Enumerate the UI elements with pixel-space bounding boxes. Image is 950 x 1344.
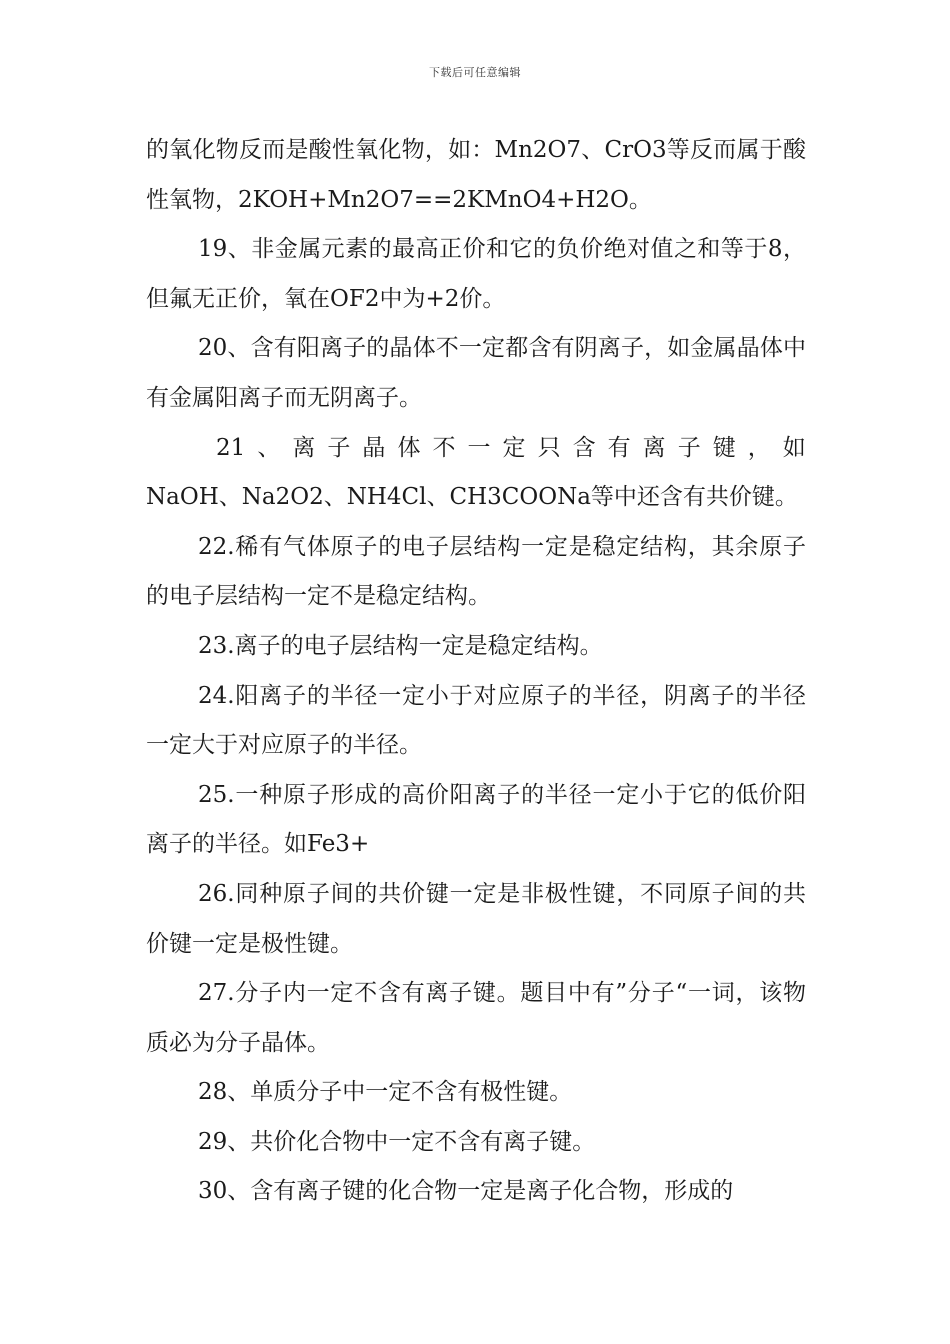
spread-glyph: 一: [467, 434, 491, 461]
paragraph-21-spread-text: [146, 424, 806, 474]
page-header: 下载后可任意编辑: [429, 66, 521, 79]
spread-glyph: 子: [327, 434, 351, 461]
spread-glyph: 定: [502, 434, 526, 461]
spread-glyph: 体: [397, 434, 421, 461]
spread-glyph: ，: [747, 434, 771, 461]
paragraph-24: 24.阳离子的半径一定小于对应原子的半径，阴离子的半径一定大于对应原子的半径。: [146, 682, 806, 759]
paragraph-18-continued: 的氧化物反而是酸性氧化物，如：Mn2O7、CrO3等反而属于酸性氧物，2KOH+Mn2O7==2KMnO4+H2O。: [146, 137, 806, 213]
spread-glyph: 子: [677, 434, 701, 461]
spread-glyph: 含: [572, 434, 596, 461]
paragraph-19: 19、非金属元素的最高正价和它的负价绝对值之和等于8，但氟无正价，氧在OF2中为+2价。: [146, 236, 806, 312]
spread-glyph: 离: [292, 434, 316, 461]
spread-glyph: 21: [216, 434, 246, 461]
spread-glyph: 、: [257, 434, 281, 461]
paragraph-30: 30、含有离子键的化合物一定是离子化合物，形成的: [198, 1178, 734, 1205]
paragraph-27: 27.分子内一定不含有离子键。题目中有”分子“一词，该物质必为分子晶体。: [146, 980, 806, 1056]
paragraph-25: 25.一种原子形成的高价阳离子的半径一定小于它的低价阳离子的半径。如Fe3+: [146, 781, 806, 858]
spread-glyph: 晶: [362, 434, 386, 461]
paragraph-21-line-2: NaOH、Na2O2、NH4Cl、CH3COONa等中还含有共价键。: [146, 484, 798, 511]
paragraph-22: 22.稀有气体原子的电子层结构一定是稳定结构，其余原子的电子层结构一定不是稳定结构。: [146, 533, 806, 610]
spread-glyph: 有: [607, 434, 631, 461]
document-body: [146, 126, 806, 1217]
spread-glyph: 不: [432, 434, 456, 461]
paragraph-29: 29、共价化合物中一定不含有离子键。: [198, 1128, 596, 1155]
paragraph-23: 23.离子的电子层结构一定是稳定结构。: [198, 632, 603, 659]
spread-glyph: 只: [537, 434, 561, 461]
paragraph-20: 20、含有阳离子的晶体不一定都含有阴离子，如金属晶体中有金属阳离子而无阴离子。: [146, 335, 806, 411]
paragraph-28: 28、单质分子中一定不含有极性键。: [198, 1079, 573, 1106]
paragraph-26: 26.同种原子间的共价键一定是非极性键，不同原子间的共价键一定是极性键。: [146, 880, 806, 957]
spread-glyph: 键: [712, 434, 736, 461]
spread-glyph: 如: [782, 434, 806, 461]
spread-glyph: 离: [642, 434, 666, 461]
paragraph-21-line-1: [146, 424, 806, 474]
